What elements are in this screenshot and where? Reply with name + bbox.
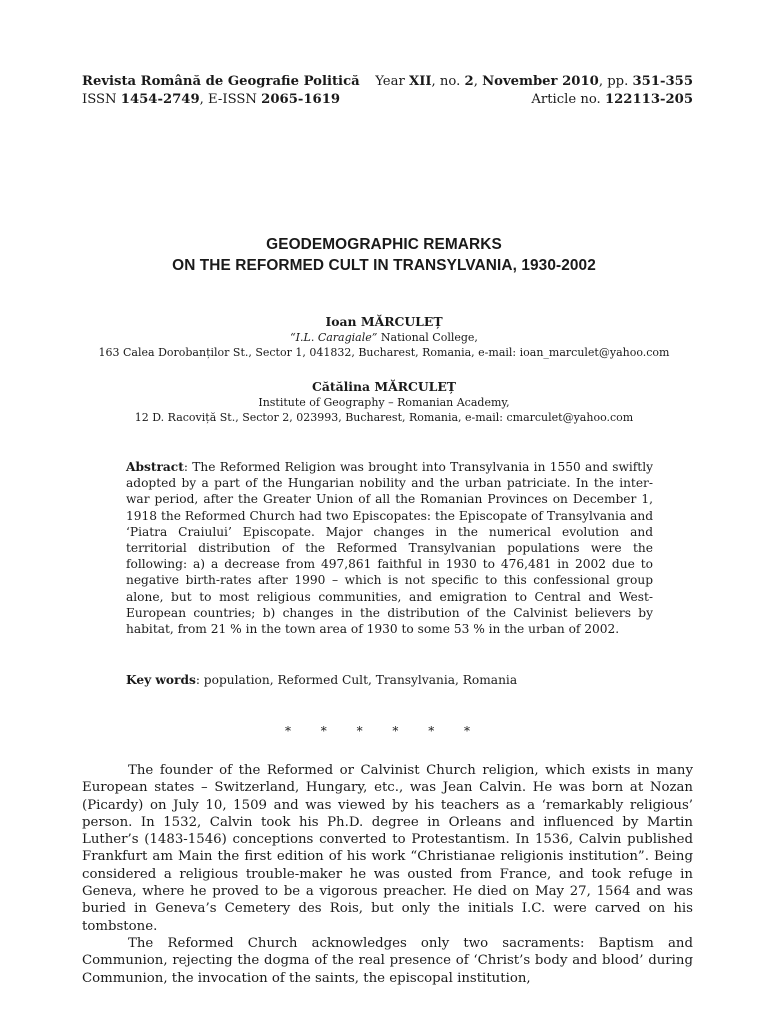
issn-info bbox=[82, 91, 340, 109]
header-row-1 bbox=[82, 73, 693, 91]
keywords-text: : population, Reformed Cult, Transylvania, Romania bbox=[195, 673, 518, 687]
author-name: Cătălina MĂRCULEȚ bbox=[311, 379, 457, 394]
journal-header bbox=[82, 73, 693, 109]
paragraph-2: The Reformed Church acknowledges only two sacraments: Baptism and Communion, rejecting the dogma of the real presence of ‘Christ’s body and blood’ during Communion, the invocation of the saints, the episcopal institution, bbox=[82, 935, 693, 986]
no-label: , no. bbox=[431, 74, 465, 89]
affiliation-italic: “I.L. Caragiale” bbox=[290, 331, 378, 344]
issn-label: ISSN bbox=[82, 92, 121, 107]
author-name: Ioan MĂRCULEȚ bbox=[325, 314, 443, 329]
paragraph-1: The founder of the Reformed or Calvinist Church religion, which exists in many European states – Switzerland, Hungary, etc., was Jean Calvin. He was born at Nozan (Picardy) on July 10, 1509 and was viewed by his teachers as a ‘remarkably religious’ person. In 1532, Calvin took his Ph.D. degree in Orleans and influenced by Martin Luther’s (1483-1546) conceptions converted to Protestantism. In 1536, Calvin published Frankfurt am Main the first edition of his work “Christianae religionis institution”. Being considered a religious trouble-maker he was ousted from France, and took refuge in Geneva, where he proved to be a vigorous preacher. He died on May 27, 1564 and was buried in Geneva’s Cemetery des Rois, but only the initials I.C. were carved on his tombstone. bbox=[82, 763, 693, 934]
sep: , bbox=[473, 74, 483, 89]
affiliation-rest: National College, bbox=[377, 331, 478, 344]
page-range: 351-355 bbox=[632, 74, 693, 89]
no-value: 2 bbox=[464, 74, 474, 89]
year-label: Year bbox=[375, 74, 409, 89]
author-2 bbox=[0, 378, 768, 425]
year-value: XII bbox=[408, 74, 432, 89]
article-info bbox=[531, 91, 693, 109]
issue-date: November 2010 bbox=[482, 74, 599, 89]
journal-name: Revista Română de Geografie Politică bbox=[82, 74, 360, 89]
author-affiliation bbox=[0, 330, 768, 345]
author-1 bbox=[0, 313, 768, 360]
body-text bbox=[82, 762, 693, 987]
issue-info bbox=[375, 73, 693, 91]
article-label: Article no. bbox=[531, 92, 605, 107]
abstract bbox=[126, 459, 653, 637]
author-address: 163 Calea Dorobanților St., Sector 1, 041832, Bucharest, Romania, e-mail: ioan_marculet@yahoo.com bbox=[98, 346, 670, 359]
author-affiliation: Institute of Geography – Romanian Academy, bbox=[258, 396, 510, 409]
keywords-label: Key words bbox=[126, 673, 196, 687]
article-number: 122113-205 bbox=[604, 92, 693, 107]
title-line-1: GEODEMOGRAPHIC REMARKS bbox=[266, 236, 502, 253]
author-address: 12 D. Racoviță St., Sector 2, 023993, Bucharest, Romania, e-mail: cmarculet@yahoo.com bbox=[134, 411, 634, 424]
keywords bbox=[126, 672, 653, 688]
eissn-label: , E-ISSN bbox=[199, 92, 262, 107]
pp-label: , pp. bbox=[598, 74, 633, 89]
abstract-label: Abstract bbox=[126, 460, 184, 474]
section-separator: * * * * * * bbox=[284, 724, 484, 738]
abstract-text: : The Reformed Religion was brought into Transylvania in 1550 and swiftly adopted by a part of the Hungarian nobility and the urban patriciate. In the inter-war period, after the Greater Union of all the Romanian Provinces on December 1, 1918 the Reformed Church had two Episcopates: the Episcopate of Transylvania and ‘Piatra Craiului’ Episcopate. Major changes in the numerical evolution and territorial distribution of the Reformed Transylvanian populations were the following: a) a decrease from 497,861 faithful in 1930 to 476,481 in 2002 due to negative birth-rates after 1990 – which is not specific to this confessional group alone, but to most religious communities, and emigration to Central and West-European countries; b) changes in the distribution of the Calvinist believers by habitat, from 21 % in the town area of 1930 to some 53 % in the urban of 2002. bbox=[126, 460, 653, 637]
eissn-value: 2065-1619 bbox=[261, 92, 341, 107]
header-row-2 bbox=[82, 91, 693, 109]
paper-title bbox=[0, 234, 768, 276]
issn-value: 1454-2749 bbox=[120, 92, 200, 107]
title-line-2: ON THE REFORMED CULT IN TRANSYLVANIA, 1930-2002 bbox=[172, 257, 596, 274]
